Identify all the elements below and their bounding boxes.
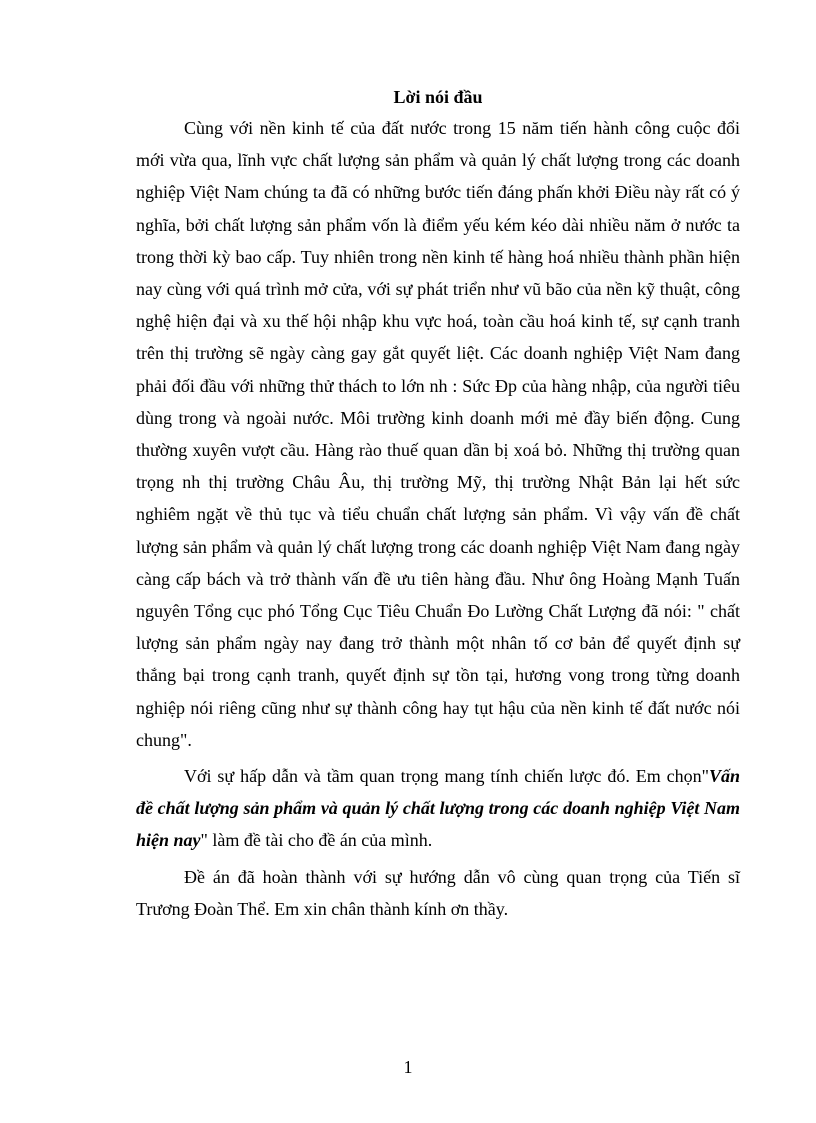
paragraph-topic-choice <box>136 760 740 857</box>
paragraph-introduction: Cùng với nền kinh tế của đất nước trong 15 năm tiến hành công cuộc đổi mới vừa qua, lĩnh vực chất lượng sản phẩm và quản lý chất lượng trong các doanh nghiệp Việt Nam chúng ta đã có những bước tiến đáng phấn khởi Điều này rất có ý nghĩa, bởi chất lượng sản phẩm vốn là điểm yếu kém kéo dài nhiều năm ở nước ta trong thời kỳ bao cấp. Tuy nhiên trong nền kinh tế hàng hoá nhiều thành phần hiện nay cùng với quá trình mở cửa, với sự phát triển như vũ bão của nền kỹ thuật, công nghệ hiện đại và xu thế hội nhập khu vực hoá, toàn cầu hoá kinh tế, sự cạnh tranh trên thị trường sẽ ngày càng gay gắt quyết liệt. Các doanh nghiệp Việt Nam đang phải đối đầu với những thử thách to lớn nh : Sức Đp của hàng nhập, của người tiêu dùng trong và ngoài nước. Môi trường kinh doanh mới mẻ đầy biến động. Cung thường xuyên vượt cầu. Hàng rào thuế quan dần bị xoá bỏ. Những thị trường quan trọng nh thị trường Châu Âu, thị trường Mỹ, thị trường Nhật Bản lại hết sức nghiêm ngặt về thủ tục và tiểu chuẩn chất lượng sản phẩm. Vì vậy vấn đề chất lượng sản phẩm và quản lý chất lượng trong các doanh nghiệp Việt Nam đang ngày càng cấp bách và trở thành vấn đề ưu tiên hàng đầu. Như ông Hoàng Mạnh Tuấn nguyên Tổng cục phó Tổng Cục Tiêu Chuẩn Đo Lường Chất Lượng đã nói: " chất lượng sản phẩm ngày nay đang trở thành một nhân tố cơ bản để quyết định sự thắng bại trong cạnh tranh, quyết định sự tồn tại, hương vong trong từng doanh nghiệp nói riêng cũng như sự thành công hay tụt hậu của nền kinh tế đất nước nói chung". <box>136 118 740 750</box>
topic-title: Vấn đề chất lượng sản phẩm và quản lý chất lượng trong các doanh nghiệp Việt Nam hiện nay <box>136 766 740 851</box>
document-title: Lời nói đầu <box>393 87 483 107</box>
document-page <box>136 86 740 929</box>
paragraph-acknowledgement: Đề án đã hoàn thành với sự hướng dẫn vô cùng quan trọng của Tiến sĩ Trương Đoàn Thể. Em xin chân thành kính ơn thầy. <box>136 866 740 919</box>
page-number: 1 <box>403 1057 413 1077</box>
paragraph-topic-choice-start: Với sự hấp dẫn và tầm quan trọng mang tính chiến lược đó. Em chọn" <box>184 766 709 787</box>
paragraph-topic-choice-end: " làm đề tài cho đề án của mình. <box>200 830 433 851</box>
